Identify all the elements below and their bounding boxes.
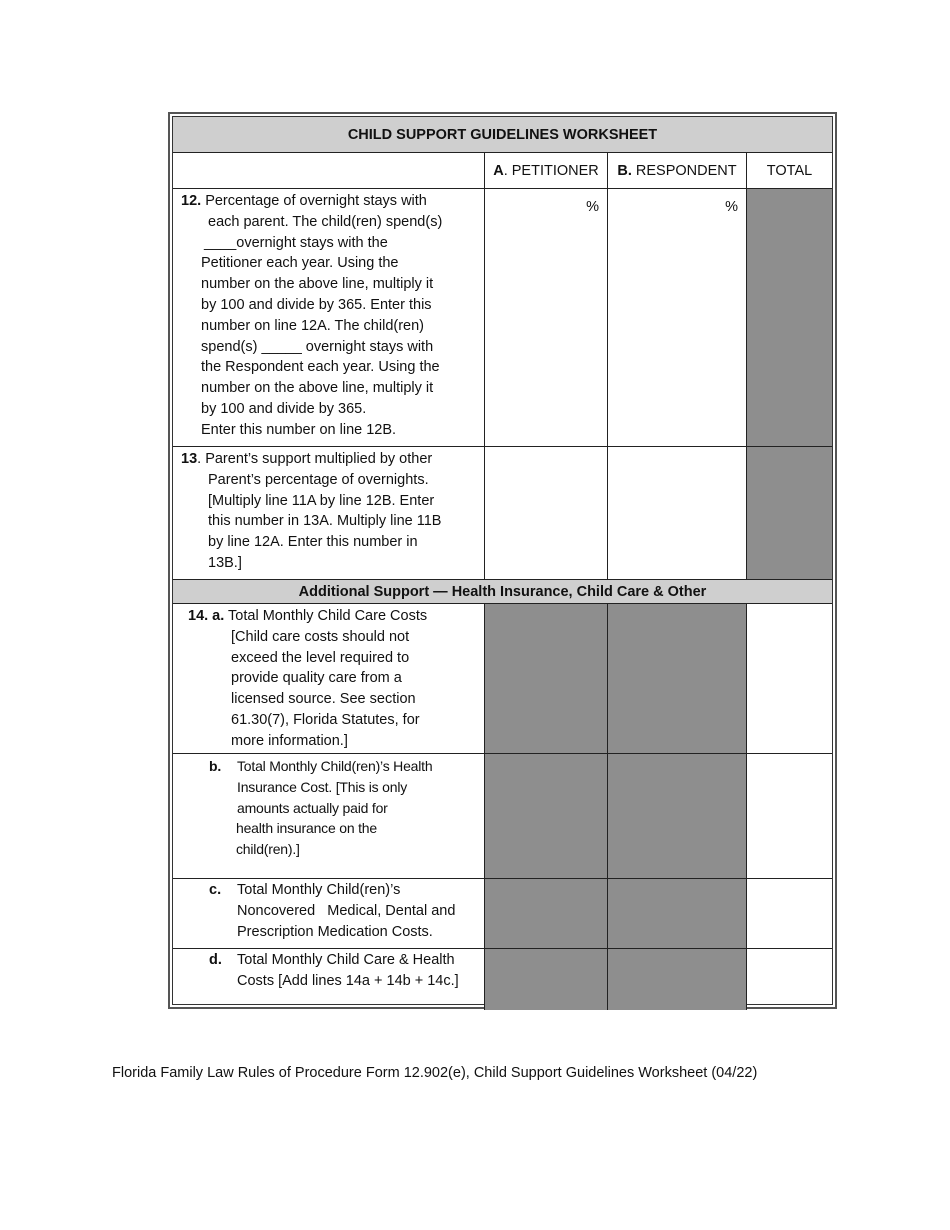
line-14b-row <box>173 754 832 879</box>
line-14d-letter: d. <box>209 952 222 968</box>
line-14c-respondent-shaded <box>608 879 747 948</box>
worksheet-title-text: CHILD SUPPORT GUIDELINES WORKSHEET <box>347 126 658 143</box>
line-13-total-shaded <box>747 447 832 579</box>
line-14a-text: exceed the level required to <box>231 649 410 666</box>
child-support-worksheet <box>168 112 837 1009</box>
line-12-text: by 100 and divide by 365. <box>201 400 367 417</box>
line-14d-row <box>173 949 832 1010</box>
line-12-text: Enter this number on line 12B. <box>201 421 397 438</box>
line-14b-text: Total Monthly Child(ren)’s Health <box>237 758 433 774</box>
line-13-text: 13B.] <box>208 554 242 571</box>
line-13-text: Parent’s percentage of overnights. <box>208 471 429 488</box>
respondent-letter: B. <box>617 162 632 179</box>
header-blank-cell <box>173 153 485 188</box>
line-12a-percent: % <box>586 199 599 215</box>
petitioner-label: . PETITIONER <box>503 162 599 179</box>
line-14b-letter: b. <box>209 758 222 774</box>
line-13-row <box>173 447 832 580</box>
line-14c-row <box>173 879 832 949</box>
line-14d-respondent-shaded <box>608 949 747 1010</box>
additional-support-header <box>173 580 832 604</box>
column-header-total <box>747 153 832 188</box>
line-14a-text: [Child care costs should not <box>231 628 410 645</box>
line-12-text: each parent. The child(ren) spend(s) <box>208 213 443 230</box>
line-12-text: the Respondent each year. Using the <box>201 359 440 376</box>
line-13-text: by line 12A. Enter this number in <box>208 534 418 551</box>
line-14a-petitioner-shaded <box>485 604 608 753</box>
line-14b-respondent-shaded <box>608 754 747 878</box>
line-13-description <box>173 447 485 579</box>
line-14d-total-input[interactable] <box>747 949 832 1010</box>
line-14c-description <box>173 879 485 948</box>
line-14d-text: Costs [Add lines 14a + 14b + 14c.] <box>237 972 459 989</box>
line-14c-total-input[interactable] <box>747 879 832 948</box>
line-14c-text: Total Monthly Child(ren)’s <box>237 882 401 898</box>
respondent-label: RESPONDENT <box>631 162 737 179</box>
line-14a-text: provide quality care from a <box>231 670 402 687</box>
line-12-text: number on the above line, multiply it <box>201 276 434 293</box>
form-footer-text: Florida Family Law Rules of Procedure Form 12.902(e), Child Support Guidelines Worksheet (04/22) <box>112 1065 758 1081</box>
line-14c-text: Prescription Medication Costs. <box>237 923 433 940</box>
line-12-text: ____overnight stays with the <box>204 234 388 251</box>
line-14a-respondent-shaded <box>608 604 747 753</box>
line-12-row <box>173 189 832 447</box>
line-13-text: . Parent’s support multiplied by other <box>197 451 433 467</box>
line-14a-text: licensed source. See section <box>231 691 416 708</box>
line-14d-text: Total Monthly Child Care & Health <box>237 952 455 968</box>
line-14b-text: child(ren).] <box>236 841 300 858</box>
line-12-number: 12. <box>181 193 202 209</box>
form-footer <box>112 1065 757 1081</box>
line-12-text: Petitioner each year. Using the <box>201 255 399 272</box>
line-12a-input[interactable] <box>485 189 608 446</box>
column-header-respondent <box>608 153 747 188</box>
line-12-text: number on the above line, multiply it <box>201 380 434 397</box>
line-14c-text: Noncovered Medical, Dental and <box>237 902 456 919</box>
line-12-text: spend(s) _____ overnight stays with <box>201 338 434 355</box>
line-14a-text: 61.30(7), Florida Statutes, for <box>231 711 420 728</box>
line-14a-text: Total Monthly Child Care Costs <box>224 608 428 624</box>
line-12-total-shaded <box>747 189 832 446</box>
line-14a-row <box>173 604 832 754</box>
line-13b-input[interactable] <box>608 447 747 579</box>
worksheet-title <box>173 117 832 153</box>
line-14d-petitioner-shaded <box>485 949 608 1010</box>
line-14c-letter: c. <box>209 882 222 898</box>
line-14a-number: 14. a. <box>188 608 225 624</box>
line-14b-total-input[interactable] <box>747 754 832 878</box>
line-14d-description <box>173 949 485 1010</box>
line-12b-percent: % <box>725 199 738 215</box>
line-14a-text: more information.] <box>231 732 348 749</box>
worksheet-grid <box>172 116 833 1005</box>
petitioner-letter: A <box>493 162 504 179</box>
line-13-number: 13 <box>181 451 198 467</box>
line-14b-text: Insurance Cost. [This is only <box>237 778 408 795</box>
line-14b-text: health insurance on the <box>236 820 377 837</box>
total-label: TOTAL <box>766 162 813 179</box>
additional-support-title: Additional Support — Health Insurance, Child Care & Other <box>298 583 707 600</box>
line-12-text: by 100 and divide by 365. Enter this <box>201 296 432 313</box>
line-12b-input[interactable] <box>608 189 747 446</box>
line-14b-description <box>173 754 485 878</box>
line-14c-petitioner-shaded <box>485 879 608 948</box>
column-header-row <box>173 153 832 189</box>
line-13a-input[interactable] <box>485 447 608 579</box>
line-13-text: [Multiply line 11A by line 12B. Enter <box>208 492 435 509</box>
line-14b-text: amounts actually paid for <box>237 799 388 816</box>
line-14a-description <box>173 604 485 753</box>
line-14a-total-input[interactable] <box>747 604 832 753</box>
line-12-text: number on line 12A. The child(ren) <box>201 317 424 334</box>
line-14b-petitioner-shaded <box>485 754 608 878</box>
column-header-petitioner <box>485 153 608 188</box>
line-12-description <box>173 189 485 446</box>
line-13-text: this number in 13A. Multiply line 11B <box>208 513 442 530</box>
line-12-text: Percentage of overnight stays with <box>201 193 427 209</box>
